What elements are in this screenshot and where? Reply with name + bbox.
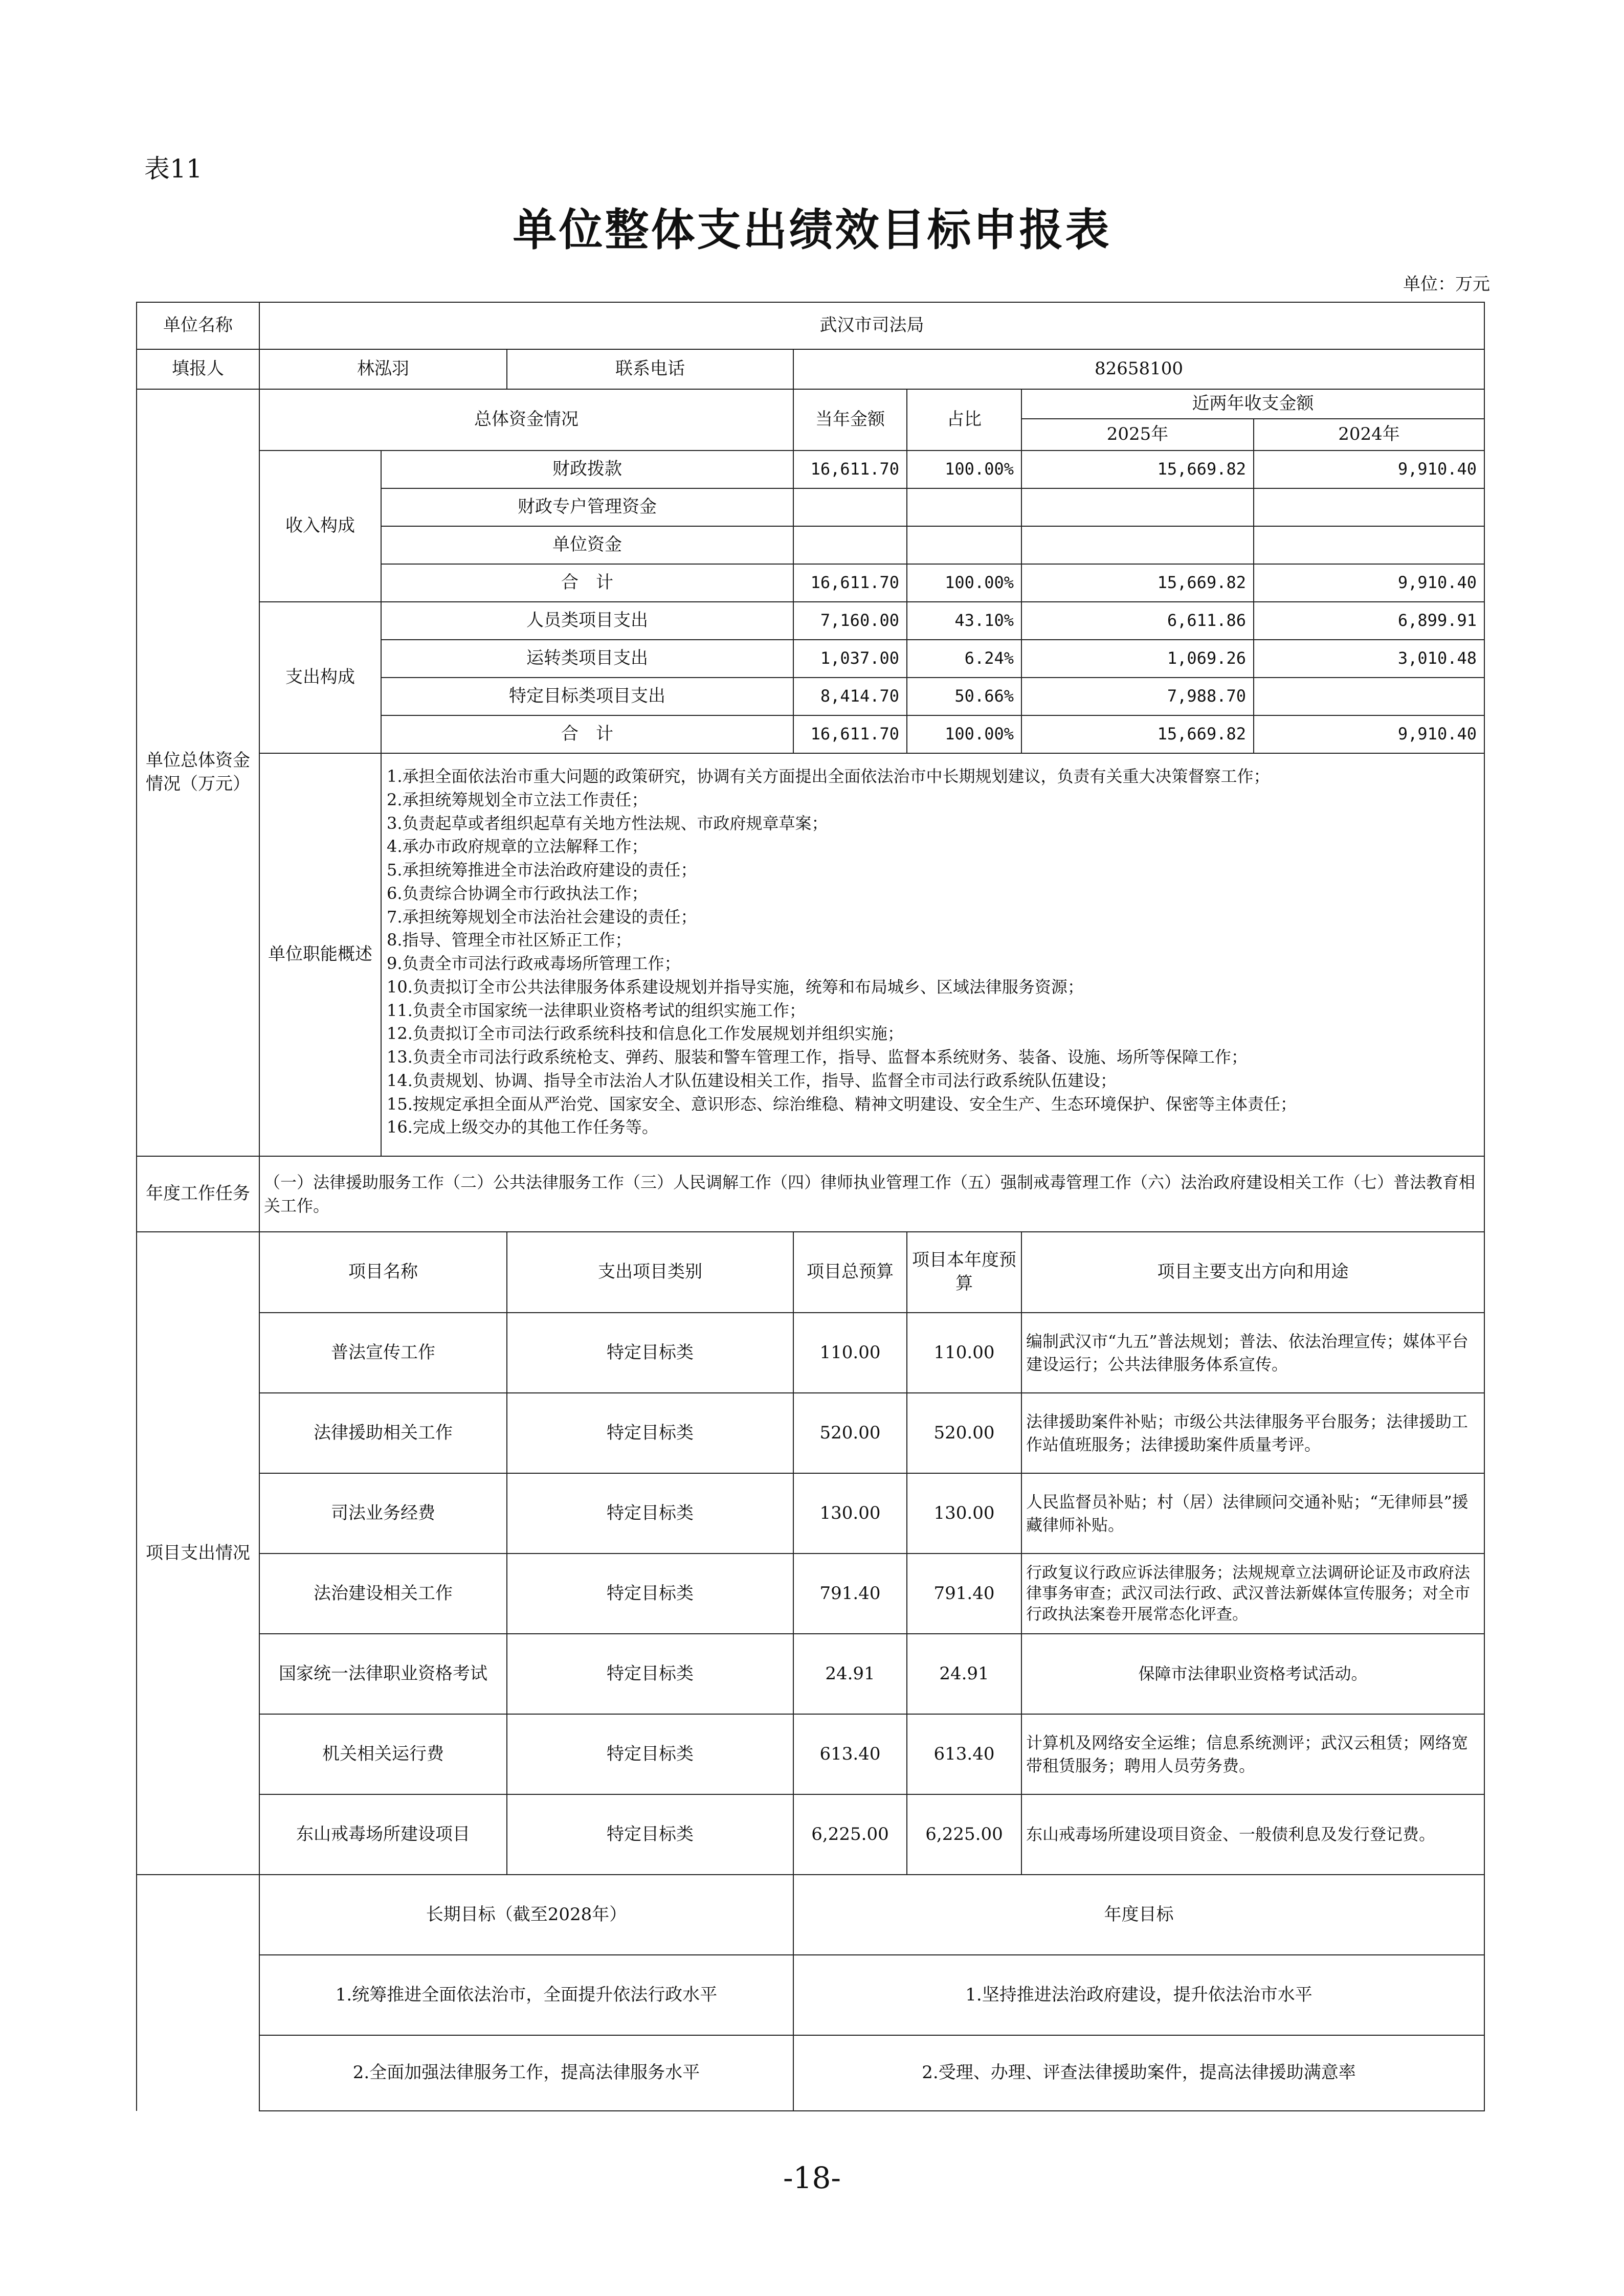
duty-item: 7.承担统筹规划全市法治社会建设的责任； [387, 907, 697, 927]
project-use: 东山戒毒场所建设项目资金、一般债利息及发行登记费。 [1021, 1794, 1484, 1875]
duty-item: 16.完成上级交办的其他工作任务等。 [387, 1117, 658, 1137]
income-amount: 16,611.70 [793, 564, 907, 602]
project-category: 特定目标类 [507, 1473, 793, 1554]
income-amount: 16,611.70 [793, 451, 907, 488]
expense-name: 人员类项目支出 [381, 602, 793, 640]
unit-name-label: 单位名称 [137, 302, 259, 349]
filler-value: 林泓羽 [259, 349, 507, 389]
page-title: 单位整体支出绩效目标申报表 [513, 204, 1111, 256]
income-2024 [1254, 526, 1484, 564]
expense-name: 合 计 [381, 715, 793, 753]
total-budget-header: 项目总预算 [793, 1232, 907, 1313]
duty-item: 2.承担统筹规划全市立法工作责任； [387, 790, 648, 809]
project-name: 普法宣传工作 [259, 1313, 507, 1393]
expense-row [137, 602, 1484, 640]
project-total: 520.00 [793, 1393, 907, 1473]
expense-2024 [1254, 678, 1484, 715]
duties-label: 单位职能概述 [259, 753, 381, 1156]
project-total: 110.00 [793, 1313, 907, 1393]
project-annual: 613.40 [907, 1714, 1021, 1794]
expense-name: 运转类项目支出 [381, 640, 793, 678]
phone-value: 82658100 [793, 349, 1484, 389]
annual-goal-header: 年度目标 [793, 1875, 1484, 1955]
expense-amount: 16,611.70 [793, 715, 907, 753]
annual-goal: 2.受理、办理、评查法律援助案件，提高法律援助满意率 [793, 2035, 1484, 2111]
income-2025 [1021, 526, 1254, 564]
income-structure-label: 收入构成 [259, 451, 381, 602]
duty-item: 8.指导、管理全市社区矫正工作； [387, 930, 632, 950]
duty-item: 11.负责全市国家统一法律职业资格考试的组织实施工作； [387, 1000, 806, 1020]
income-row [137, 451, 1484, 488]
duty-item: 1.承担全面依法治市重大问题的政策研究，协调有关方面提出全面依法治市中长期规划建议，负责有关重大决策督察工作； [387, 767, 1270, 786]
expense-amount: 7,160.00 [793, 602, 907, 640]
project-use: 行政复议行政应诉法律服务；法规规章立法调研论证及市政府法律事务审查；武汉司法行政、武汉普法新媒体宣传服务；对全市行政执法案卷开展常态化评查。 [1021, 1554, 1484, 1634]
expense-ratio: 43.10% [907, 602, 1021, 640]
duty-item: 12.负责拟订全市司法行政系统科技和信息化工作发展规划并组织实施； [387, 1024, 904, 1044]
project-annual: 791.40 [907, 1554, 1021, 1634]
project-row [137, 1393, 1484, 1473]
expense-category-header: 支出项目类别 [507, 1232, 793, 1313]
filler-label: 填报人 [137, 349, 259, 389]
project-row [137, 1794, 1484, 1875]
project-name: 国家统一法律职业资格考试 [259, 1634, 507, 1714]
expense-name: 特定目标类项目支出 [381, 678, 793, 715]
goals-header-row [137, 1875, 1484, 1955]
project-annual: 110.00 [907, 1313, 1021, 1393]
annual-tasks-row [137, 1156, 1484, 1232]
performance-table [136, 302, 1485, 2111]
project-use: 编制武汉市“九五”普法规划；普法、依法治理宣传；媒体平台建设运行；公共法律服务体系宣传。 [1021, 1313, 1484, 1393]
expense-amount: 8,414.70 [793, 678, 907, 715]
unit-name-row [137, 302, 1484, 349]
project-name: 司法业务经费 [259, 1473, 507, 1554]
project-header-row [137, 1232, 1484, 1313]
annual-tasks-content: （一）法律援助服务工作（二）公共法律服务工作（三）人民调解工作（四）律师执业管理工作（五）强制戒毒管理工作（六）法治政府建设相关工作（七）普法教育相关工作。 [259, 1156, 1484, 1232]
duties-content [381, 753, 1484, 1156]
project-row [137, 1714, 1484, 1794]
project-name-header: 项目名称 [259, 1232, 507, 1313]
year-2024-header: 2024年 [1254, 419, 1484, 451]
long-term-goal: 2.全面加强法律服务工作，提高法律服务水平 [259, 2035, 793, 2111]
funds-header-row [137, 389, 1484, 419]
income-amount [793, 526, 907, 564]
income-2024: 9,910.40 [1254, 451, 1484, 488]
duty-item: 3.负责起草或者组织起草有关地方性法规、市政府规章草案； [387, 813, 828, 833]
project-total: 6,225.00 [793, 1794, 907, 1875]
project-category: 特定目标类 [507, 1313, 793, 1393]
income-2025: 15,669.82 [1021, 451, 1254, 488]
income-name: 财政拨款 [381, 451, 793, 488]
income-name: 财政专户管理资金 [381, 488, 793, 526]
goals-label [137, 1875, 259, 2111]
income-ratio: 100.00% [907, 564, 1021, 602]
year-2025-header: 2025年 [1021, 419, 1254, 451]
project-name: 法律援助相关工作 [259, 1393, 507, 1473]
project-category: 特定目标类 [507, 1714, 793, 1794]
main-use-header: 项目主要支出方向和用途 [1021, 1232, 1484, 1313]
duty-item: 10.负责拟订全市公共法律服务体系建设规划并指导实施，统筹和布局城乡、区域法律服务资源； [387, 977, 1084, 997]
long-term-goal: 1.统筹推进全面依法治市，全面提升依法行政水平 [259, 1955, 793, 2035]
expense-amount: 1,037.00 [793, 640, 907, 678]
duties-row [137, 753, 1484, 1156]
income-amount [793, 488, 907, 526]
expense-2025: 15,669.82 [1021, 715, 1254, 753]
duty-item: 6.负责综合协调全市行政执法工作； [387, 883, 648, 903]
project-use: 法律援助案件补贴；市级公共法律服务平台服务；法律援助工作站值班服务；法律援助案件质量考评。 [1021, 1393, 1484, 1473]
income-ratio [907, 488, 1021, 526]
expense-2024: 9,910.40 [1254, 715, 1484, 753]
unit-name-value: 武汉市司法局 [259, 302, 1484, 349]
annual-budget-header: 项目本年度预算 [907, 1232, 1021, 1313]
project-total: 24.91 [793, 1634, 907, 1714]
expense-2025: 7,988.70 [1021, 678, 1254, 715]
project-category: 特定目标类 [507, 1393, 793, 1473]
project-total: 613.40 [793, 1714, 907, 1794]
project-expense-label: 项目支出情况 [137, 1232, 259, 1875]
duty-item: 13.负责全市司法行政系统枪支、弹药、服装和警车管理工作，指导、监督本系统财务、装备、设施、场所等保障工作； [387, 1047, 1248, 1067]
project-row [137, 1473, 1484, 1554]
income-name: 单位资金 [381, 526, 793, 564]
project-row [137, 1554, 1484, 1634]
overall-funds-label: 单位总体资金情况（万元） [137, 389, 259, 1156]
annual-tasks-label: 年度工作任务 [137, 1156, 259, 1232]
duty-item: 15.按规定承担全面从严治党、国家安全、意识形态、综治维稳、精神文明建设、安全生产、生态环境保护、保密等主体责任； [387, 1094, 1297, 1114]
unit-note: 单位：万元 [1403, 274, 1490, 295]
ratio-header: 占比 [907, 389, 1021, 451]
table-number: 表11 [144, 154, 203, 184]
project-use: 人民监督员补贴；村（居）法律顾问交通补贴；“无律师县”援藏律师补贴。 [1021, 1473, 1484, 1554]
income-2024: 9,910.40 [1254, 564, 1484, 602]
project-name: 机关相关运行费 [259, 1714, 507, 1794]
project-use: 计算机及网络安全运维；信息系统测评；武汉云租赁；网络宽带租赁服务；聘用人员劳务费。 [1021, 1714, 1484, 1794]
expense-2024: 6,899.91 [1254, 602, 1484, 640]
expense-structure-label: 支出构成 [259, 602, 381, 753]
project-category: 特定目标类 [507, 1794, 793, 1875]
duty-item: 5.承担统筹推进全市法治政府建设的责任； [387, 860, 697, 880]
overall-header: 总体资金情况 [259, 389, 793, 451]
expense-ratio: 50.66% [907, 678, 1021, 715]
filler-row [137, 349, 1484, 389]
income-2024 [1254, 488, 1484, 526]
project-name: 法治建设相关工作 [259, 1554, 507, 1634]
project-category: 特定目标类 [507, 1554, 793, 1634]
expense-2025: 1,069.26 [1021, 640, 1254, 678]
project-total: 791.40 [793, 1554, 907, 1634]
income-ratio: 100.00% [907, 451, 1021, 488]
expense-ratio: 6.24% [907, 640, 1021, 678]
project-row [137, 1313, 1484, 1393]
income-ratio [907, 526, 1021, 564]
expense-2025: 6,611.86 [1021, 602, 1254, 640]
project-row [137, 1634, 1484, 1714]
project-use: 保障市法律职业资格考试活动。 [1021, 1634, 1484, 1714]
expense-2024: 3,010.48 [1254, 640, 1484, 678]
goal-row [137, 2035, 1484, 2111]
page-number: -18- [783, 2160, 841, 2195]
income-2025: 15,669.82 [1021, 564, 1254, 602]
project-total: 130.00 [793, 1473, 907, 1554]
expense-ratio: 100.00% [907, 715, 1021, 753]
project-name: 东山戒毒场所建设项目 [259, 1794, 507, 1875]
project-category: 特定目标类 [507, 1634, 793, 1714]
recent-years-header: 近两年收支金额 [1021, 389, 1484, 419]
project-annual: 24.91 [907, 1634, 1021, 1714]
phone-label: 联系电话 [507, 349, 793, 389]
duty-item: 4.承办市政府规章的立法解释工作； [387, 837, 648, 857]
long-term-goal-header: 长期目标（截至2028年） [259, 1875, 793, 1955]
income-2025 [1021, 488, 1254, 526]
project-annual: 520.00 [907, 1393, 1021, 1473]
goal-row [137, 1955, 1484, 2035]
project-annual: 6,225.00 [907, 1794, 1021, 1875]
duty-item: 14.负责规划、协调、指导全市法治人才队伍建设相关工作，指导、监督全市司法行政系统队伍建设； [387, 1070, 1117, 1090]
duty-item: 9.负责全市司法行政戒毒场所管理工作； [387, 954, 681, 973]
current-amount-header: 当年金额 [793, 389, 907, 451]
income-name: 合 计 [381, 564, 793, 602]
annual-goal: 1.坚持推进法治政府建设，提升依法治市水平 [793, 1955, 1484, 2035]
project-annual: 130.00 [907, 1473, 1021, 1554]
